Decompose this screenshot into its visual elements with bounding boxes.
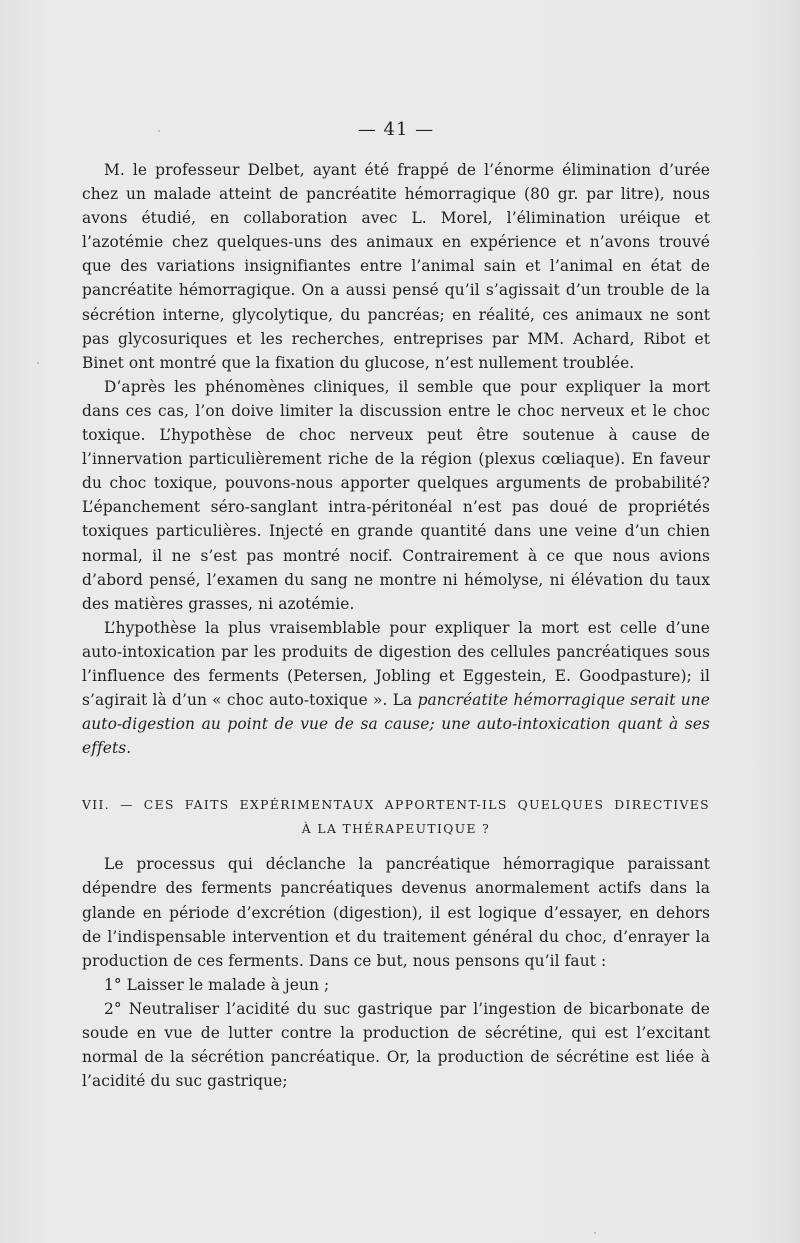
paragraph-processus: Le processus qui déclanche la pancréatique hémorragique paraissant dépendre des ferments pancréatiques devenus anormalement actifs dans la glande en période d’excrétion (digestion), il est logique d’essayer, en dehors de l’indispensable intervention et du traitement général du choc, d’enrayer la production de ces ferments. Dans ce but, nous pensons qu’il faut : xyxy=(82,855,710,970)
paragraph-auto-intoxication xyxy=(82,616,710,761)
scan-speck xyxy=(594,1232,596,1234)
paragraph-auto-intoxication-italic: pancréatite hémorragique serait une auto-digestion au point de vue de sa cause; une auto-intoxication quant à ses effets. xyxy=(82,691,710,758)
scan-speck xyxy=(37,362,39,364)
section-heading-vii xyxy=(82,794,710,841)
list-item-jeun: 1° Laisser le malade à jeun ; xyxy=(104,975,330,994)
page-content xyxy=(82,118,710,1093)
page-number: — 41 — xyxy=(357,119,435,140)
list-item-bicarbonate: 2° Neutraliser l’acidité du suc gastrique par l’ingestion de bicarbonate de soude en vue de lutter contre la production de sécrétine, qui est l’excitant normal de la sécrétion pancréatique. Or, la production de sécrétine est liée à l’acidité du suc gastrique; xyxy=(82,999,710,1091)
section-heading-line-1: VII. — CES FAITS EXPÉRIMENTAUX APPORTENT-ILS QUELQUES DIRECTIVES xyxy=(82,798,710,813)
paragraph-delbet-uree: M. le professeur Delbet, ayant été frappé de l’énorme élimination d’urée chez un malade atteint de pancréatite hémorragique (80 gr. par litre), nous avons étudié, en collaboration avec L. Morel, l’élimination uréique et l’azotémie chez quelques-uns des animaux en expérience et n’avons trouvé que des variations insignifiantes entre l’animal sain et l’animal en état de pancréatite hémorragique. On a aussi pensé qu’il s’agissait d’un trouble de la sécrétion interne, glycolytique, du pancréas; en réalité, ces animaux ne sont pas glycosuriques et les recherches, entreprises par MM. Achard, Ribot et Binet ont montré que la fixation du glucose, n’est nullement troublée. xyxy=(82,161,710,372)
paragraph-choc-nerveux-toxique: D’après les phénomènes cliniques, il semble que pour expliquer la mort dans ces cas, l’on doive limiter la discussion entre le choc nerveux et le choc toxique. L’hypothèse de choc nerveux peut être soutenue à cause de l’innervation particulièrement riche de la région (plexus cœliaque). En faveur du choc toxique, pouvons-nous apporter quelques arguments de probabilité? L’épanchement séro-sanglant intra-péritonéal n’est pas doué de propriétés toxiques particulières. Injecté en grande quantité dans une veine d’un chien normal, il ne s’est pas montré nocif. Contrairement à ce que nous avions d’abord pensé, l’examen du sang ne montre ni hémolyse, ni élévation du taux des matières grasses, ni azotémie. xyxy=(82,377,710,613)
section-heading-line-2: À LA THÉRAPEUTIQUE ? xyxy=(301,821,491,836)
paragraph-auto-intoxication-text: L’hypothèse la plus vraisemblable pour expliquer la mort est celle d’une auto-intoxication par les produits de digestion des cellules pancréatiques sous l’influence des ferments (Petersen, Jobling et Eggestein, E. Goodpasture); il s’agirait là d’un « choc auto-toxique ». La xyxy=(82,618,710,710)
